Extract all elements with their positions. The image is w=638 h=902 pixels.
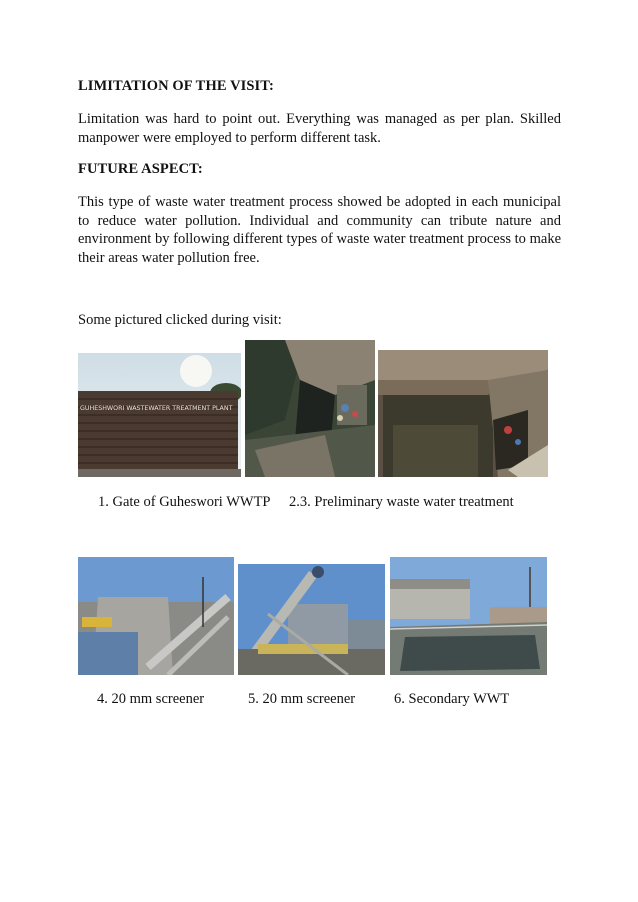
limitation-paragraph: Limitation was hard to point out. Everything was managed as per plan. Skilled manpower were employed to perform different task. [78, 111, 561, 146]
limitation-heading: LIMITATION OF THE VISIT: [78, 78, 274, 94]
photo-20mm-screener-2 [238, 564, 385, 675]
caption-2-3: 2.3. Preliminary waste water treatment [289, 494, 514, 510]
gate-sign-text: GUHESHWORI WASTEWATER TREATMENT PLANT [80, 405, 233, 412]
photo-gate [78, 353, 241, 477]
pictures-intro: Some pictured clicked during visit: [78, 312, 282, 328]
caption-6: 6. Secondary WWT [394, 691, 510, 707]
photo-preliminary-treatment-1 [245, 340, 375, 477]
photo-20mm-screener-1 [78, 557, 234, 675]
photo-secondary-wwt [390, 557, 547, 675]
future-aspect-paragraph: This type of waste water treatment process showed be adopted in each municipal to reduce water pollution. Individual and community can tribute nature and environment by following different types of waste water treatment process to make their areas water pollution free. [78, 194, 561, 266]
caption-5: 5. 20 mm screener [248, 691, 356, 707]
caption-1: 1. Gate of Guheswori WWTP [98, 494, 271, 510]
future-aspect-heading: FUTURE ASPECT: [78, 161, 203, 177]
photo-preliminary-treatment-2 [378, 350, 548, 477]
caption-4: 4. 20 mm screener [97, 691, 205, 707]
